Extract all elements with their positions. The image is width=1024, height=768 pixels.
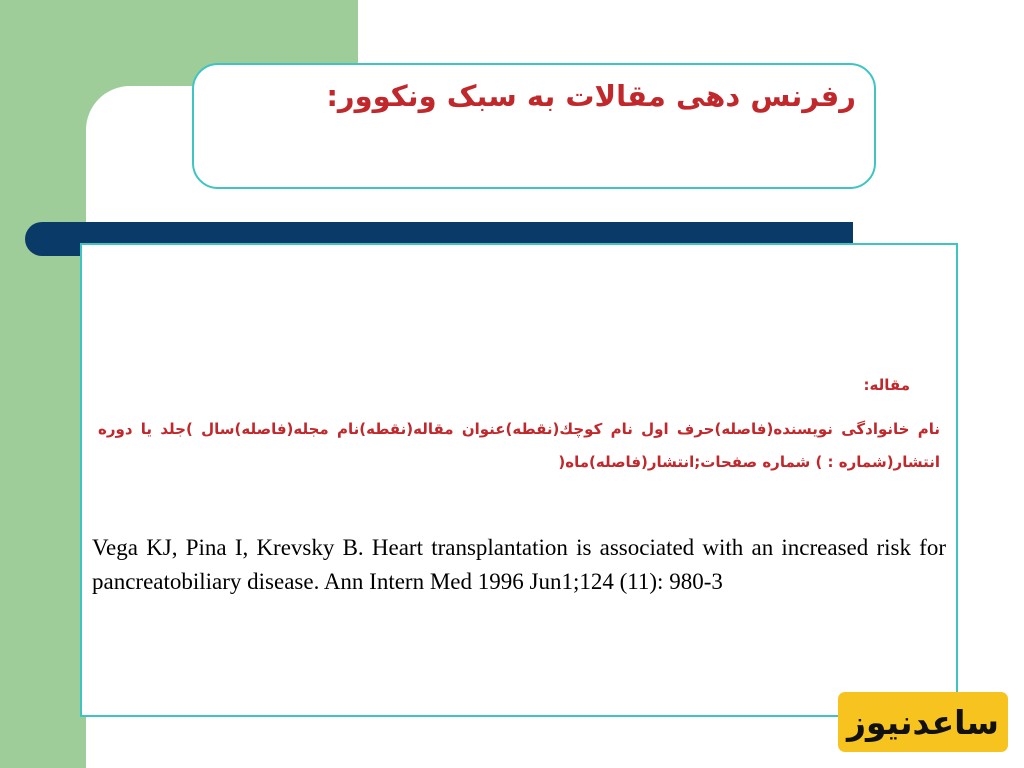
saednews-logo [838, 692, 1008, 752]
section-label: مقاله: [863, 376, 910, 394]
citation-format-text: نام خانوادگی نویسنده(فاصله)حرف اول نام کوچك(نقطه)عنوان مقاله(نقطه)نام مجله(فاصله)سال )جلد یا دوره انتشار(شماره : ) شماره صفحات;انتشار(فاصله)ماه( [98, 420, 940, 471]
citation-example-text: Vega KJ, Pina I, Krevsky B. Heart transplantation is associated with an increased risk for pancreatobiliary disease. Ann Intern Med 1996 Jun1;124 (11): 980-3 [92, 535, 946, 594]
slide-title: رفرنس دهی مقالات به سبک ونکوور: [326, 79, 856, 113]
saednews-logo-text: ساعدنیوز [847, 702, 999, 742]
title-box [192, 63, 876, 189]
background-green-lower [0, 230, 86, 768]
content-box [80, 243, 958, 717]
